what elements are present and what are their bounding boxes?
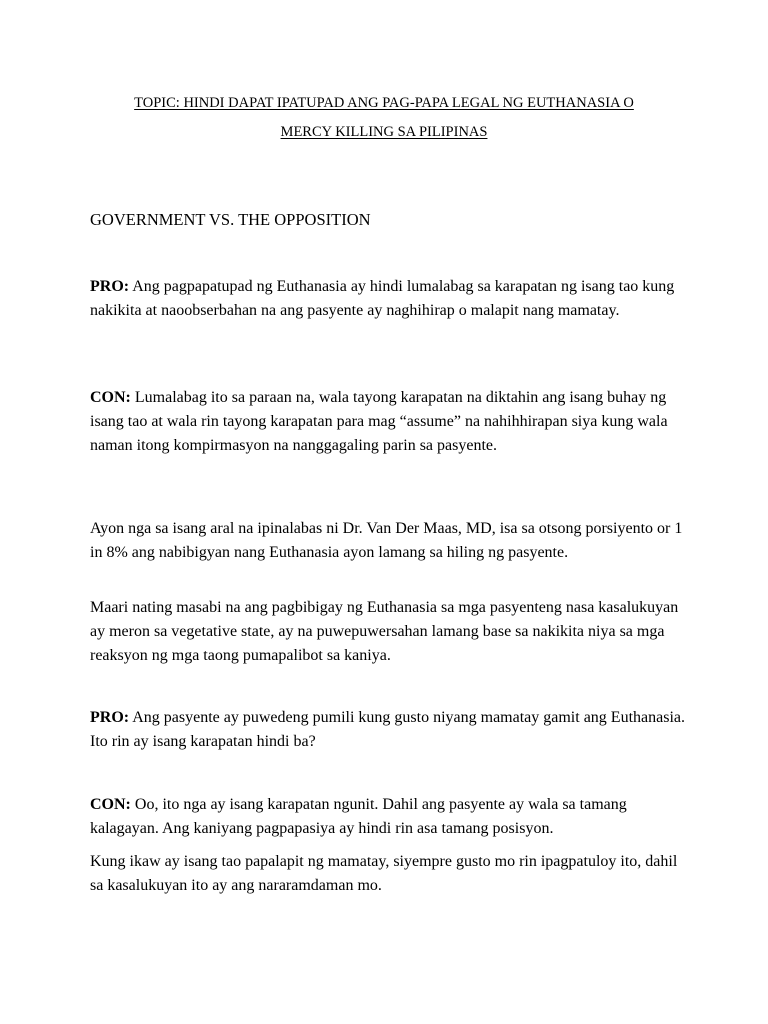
paragraph-closing bbox=[90, 850, 690, 898]
paragraph-vegetative-state bbox=[90, 596, 690, 668]
paragraph-text: Lumalabag ito sa paraan na, wala tayong karapatan na diktahin ang isang buhay ng isang tao at wala rin tayong karapatan para mag “assume” na nahihhirapan siya kung wala naman itong kompirmasyon na nanggagaling parin sa pasyente. bbox=[90, 389, 668, 454]
paragraph-text: Oo, ito nga ay isang karapatan ngunit. Dahil ang pasyente ay wala sa tamang kalagayan. Ang kaniyang pagpapasiya ay hindi rin asa tamang posisyon. bbox=[90, 796, 627, 837]
paragraph-text: Maari nating masabi na ang pagbibigay ng Euthanasia sa mga pasyenteng nasa kasalukuyan ay meron sa vegetative state, ay na puwepuwersahan lamang base sa nakikita niya sa mga reaksyon ng mga taong pumapalibot sa kaniya. bbox=[90, 599, 679, 664]
paragraph-con-1 bbox=[90, 386, 690, 458]
paragraph-text: Kung ikaw ay isang tao papalapit ng mamatay, siyempre gusto mo rin ipagpatuloy ito, dahil sa kasalukuyan ito ay ang nararamdaman mo. bbox=[90, 853, 678, 894]
topic-title-line-1: TOPIC: HINDI DAPAT IPATUPAD ANG PAG-PAPA LEGAL NG EUTHANASIA O bbox=[134, 95, 634, 111]
paragraph-text: Ayon nga sa isang aral na ipinalabas ni Dr. Van Der Maas, MD, isa sa otsong porsiyento or 1 in 8% ang nabibigyan nang Euthanasia ayon lamang sa hiling ng pasyente. bbox=[90, 520, 683, 561]
pro-label: PRO: bbox=[90, 709, 130, 726]
paragraph-study bbox=[90, 517, 690, 565]
paragraph-text: Ang pasyente ay puwedeng pumili kung gusto niyang mamatay gamit ang Euthanasia. Ito rin ay isang karapatan hindi ba? bbox=[90, 709, 685, 750]
paragraph-text: Ang pagpapatupad ng Euthanasia ay hindi lumalabag sa karapatan ng isang tao kung nakikita at naoobserbahan na ang pasyente ay naghihirap o malapit nang mamatay. bbox=[90, 278, 675, 319]
topic-title-line-2: MERCY KILLING SA PILIPINAS bbox=[280, 124, 488, 140]
paragraph-pro-1 bbox=[90, 275, 690, 323]
section-subtitle: GOVERNMENT VS. THE OPPOSITION bbox=[90, 210, 371, 229]
pro-label: PRO: bbox=[90, 278, 130, 295]
paragraph-pro-2 bbox=[90, 706, 690, 754]
con-label: CON: bbox=[90, 796, 131, 813]
con-label: CON: bbox=[90, 389, 131, 406]
paragraph-con-2 bbox=[90, 793, 690, 841]
